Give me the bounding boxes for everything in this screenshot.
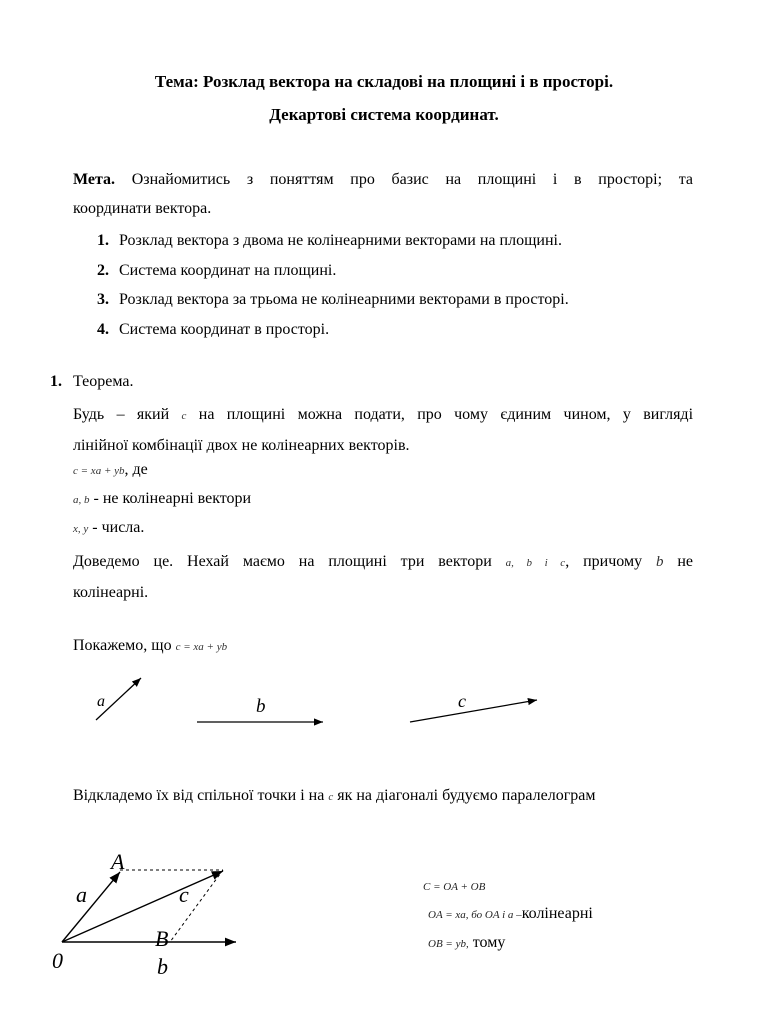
formula-line: c = xa + yb, де xyxy=(73,461,148,478)
eq-ob: OB = yb, xyxy=(428,938,469,950)
vector-c-arrow xyxy=(410,700,537,722)
eq-c-sum: C = OA + OB xyxy=(423,881,486,893)
point-A-label: A xyxy=(111,849,125,874)
var-b: b xyxy=(655,554,664,570)
goal-list xyxy=(97,226,569,344)
var-xy: x, y xyxy=(73,523,89,535)
var-c: c xyxy=(181,410,187,422)
dashed-right-side xyxy=(170,870,223,942)
list-item: 2. Система координат на площині. xyxy=(97,261,337,279)
list-item: 3. Розклад вектора за трьома не колінеарними векторами в просторі. xyxy=(97,291,569,308)
title-line-1: Тема: Розклад вектора на складові на площині і в просторі. xyxy=(154,72,614,91)
diagonal-c-label: c xyxy=(179,882,189,907)
var-c-lay: c xyxy=(328,791,334,803)
vector-a-label: a xyxy=(97,693,105,710)
title-line-2: Декартові система координат. xyxy=(269,105,499,124)
goal-text-line1: Ознайомитись з поняттям про базис на площині і в просторі; та xyxy=(131,171,693,188)
lay-line: Відкладемо їх від спільної точки і на c як на діагоналі будуємо паралелограм xyxy=(73,787,596,804)
side-a-label: a xyxy=(76,882,87,907)
origin-label: 0 xyxy=(52,948,63,973)
goal-text-line2: координати вектора. xyxy=(73,200,212,217)
side-b-label: b xyxy=(157,954,168,979)
eq-line-3: OB = yb, тому xyxy=(428,934,506,951)
section-heading: Теорема. xyxy=(73,373,134,390)
xy-line: x, y - числа. xyxy=(73,519,145,536)
formula-c-xa-yb: c = xa + yb xyxy=(73,465,125,477)
eq-oa: OA = xa, бо OA і a – xyxy=(428,909,522,921)
vector-c-label: c xyxy=(458,691,466,711)
list-item: 1. Розклад вектора з двома не колінеарними векторами на площині. xyxy=(97,232,562,249)
point-B-label: B xyxy=(155,926,169,951)
list-item: 4. Система координат в просторі. xyxy=(97,320,330,338)
section-number: 1. xyxy=(50,373,62,390)
proof-paragraph: Доведемо це. Нехай маємо на площині три вектори a, b і c, причому b не колінеарні. xyxy=(73,553,693,601)
goal-label: Мета. xyxy=(73,171,116,188)
formula-show: c = xa + yb xyxy=(175,641,228,653)
vector-b-label: b xyxy=(256,696,266,717)
vectors-figure xyxy=(0,660,768,740)
parallelogram-diagram xyxy=(0,840,400,1024)
var-abc: a, b і c xyxy=(505,557,566,569)
show-line: Покажемо, що c = xa + yb xyxy=(73,637,228,654)
eq-line-1 xyxy=(423,877,485,895)
ab-line: a, b - не колінеарні вектори xyxy=(73,490,252,507)
var-ab: a, b xyxy=(73,494,90,506)
vector-oa xyxy=(62,872,120,942)
theorem-statement: Будь – який c на площині можна подати, про чому єдиним чином, у вигляді лінійної комбінації двох не колінеарних векторів. xyxy=(73,406,694,454)
goal-paragraph xyxy=(73,165,693,223)
eq-line-2: OA = xa, бо OA і a –колінеарні xyxy=(428,905,593,922)
